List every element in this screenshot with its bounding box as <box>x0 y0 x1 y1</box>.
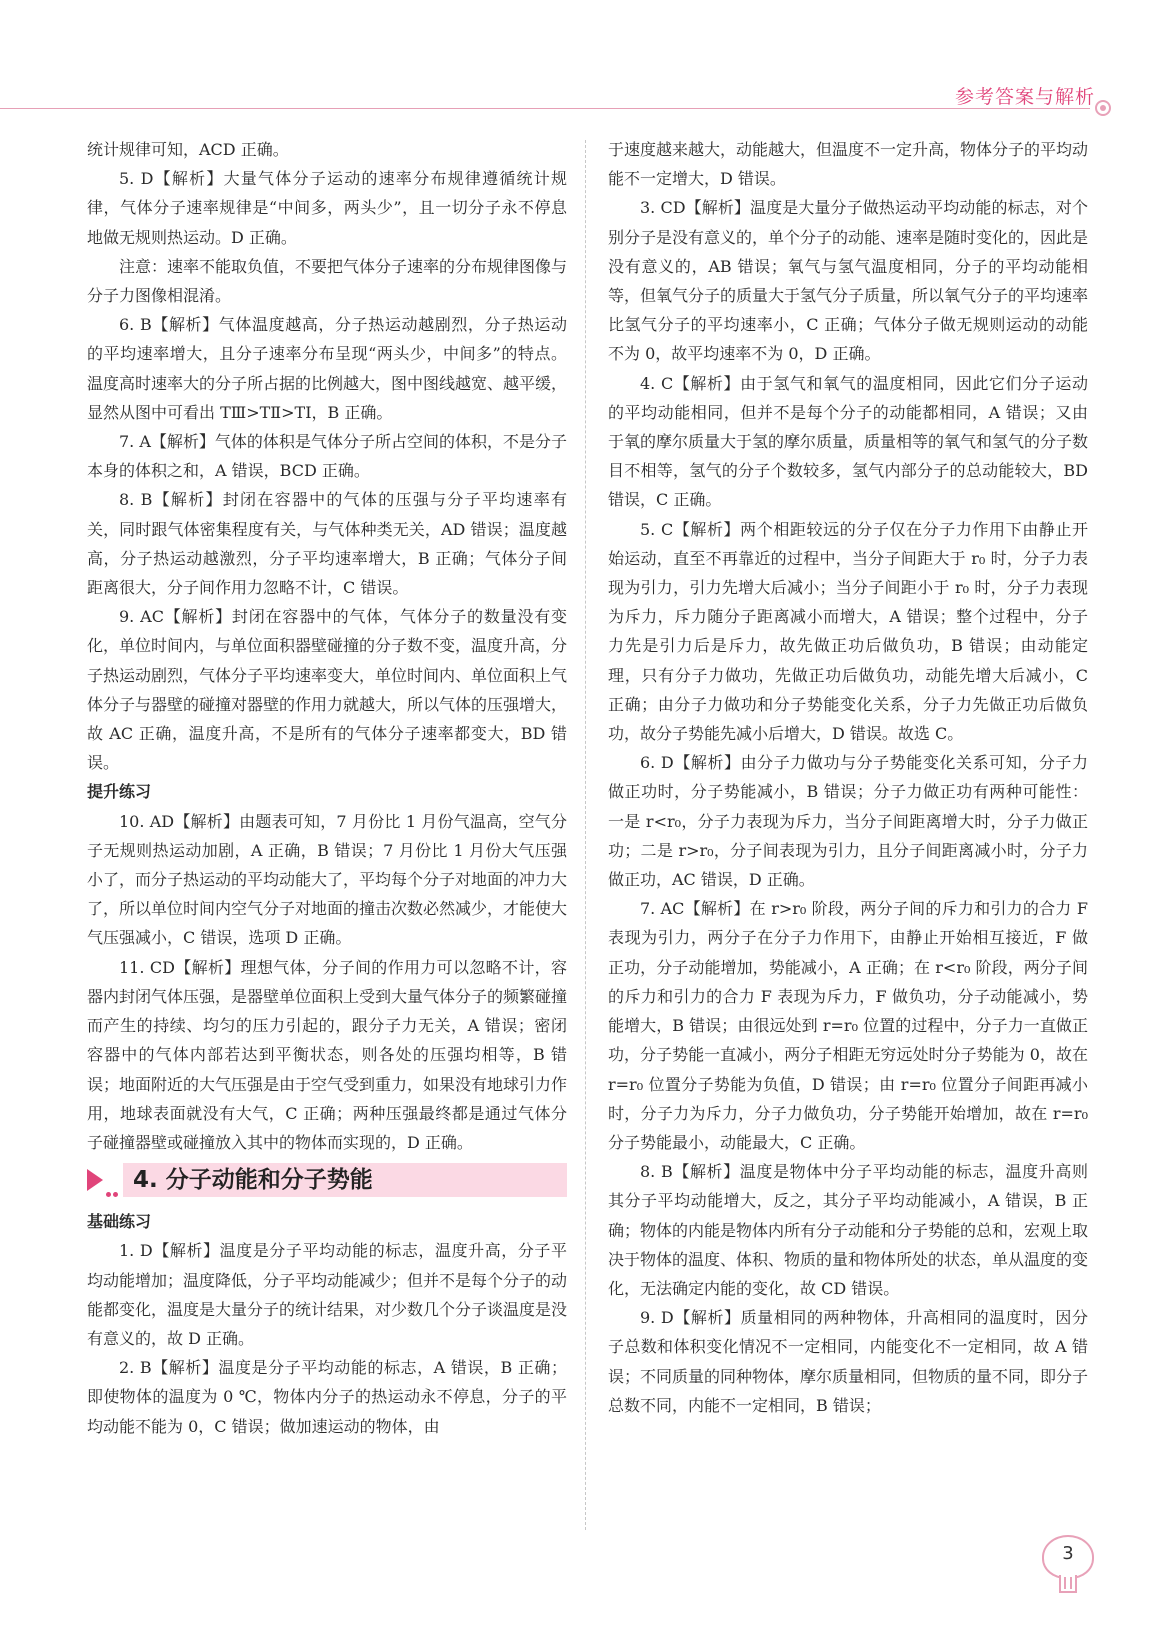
answer-9b: 9. D【解析】质量相同的两种物体，升高相同的温度时，因分子总数和体积变化情况不一定相同，内能变化不一定相同，故 A 错误；不同质量的同种物体，摩尔质量相同，但物质的量不同，即分子总数不同，内能不一定相同，B 错误； <box>608 1308 1089 1415</box>
subheading-advanced: 提升练习 <box>87 782 152 802</box>
subheading-basic: 基础练习 <box>87 1212 152 1232</box>
section-heading <box>87 1163 567 1197</box>
answer-11: 11. CD【解析】理想气体，分子间的作用力可以忽略不计，容器内封闭气体压强，是器壁单位面积上受到大量气体分子的频繁碰撞而产生的持续、均匀的压力引起的，跟分子力无关，A 错误；密闭容器中的气体内部若达到平衡状态，则各处的压强均相等，B 错误；地面附近的大气压强是由于空气受到重力，如果没有地球引力作用，地球表面就没有大气，C 正确；两种压强最终都是通过气体分子碰撞器壁或碰撞放入其中的物体而实现的，D 正确。 <box>87 957 568 1152</box>
dots-icon <box>106 1177 120 1184</box>
answer-4: 4. C【解析】由于氢气和氧气的温度相同，因此它们分子运动的平均动能相同，但并不是每个分子的动能都相同，A 错误；又由于氧的摩尔质量大于氢的摩尔质量，质量相等的氧气和氢气的分子数目不相等，氢气的分子个数较多，氢气内部分子的总动能较大，BD 错误，C 正确。 <box>608 373 1089 510</box>
page-header <box>0 0 1167 120</box>
answer-3: 3. CD【解析】温度是大量分子做热运动平均动能的标志，对个别分子是没有意义的，单个分子的动能、速率是随时变化的，因此是没有意义的，AB 错误；氧气与氢气温度相同，分子的平均动能相等，但氧气分子的质量大于氢气分子质量，所以氧气分子的平均速率比氢气分子的平均速率小，C 正确；气体分子做无规则运动的动能不为 0，故平均速率不为 0，D 正确。 <box>608 198 1089 364</box>
right-column <box>608 135 1088 1420</box>
answer-5b: 5. C【解析】两个相距较远的分子仅在分子力作用下由静止开始运动，直至不再靠近的过程中，当分子间距大于 r₀ 时，分子力表现为引力，引力先增大后减小；当分子间距小于 r₀ 时，分子力表现为斥力，斥力随分子距离减小而增大，A 错误；整个过程中，分子力先是引力后是斥力，故先做正功后做负功，B 错误；由动能定理，只有分子力做功，先做正功后做负功，动能先增大后减小，C 正确；由分子力做功和分子势能变化关系，分子力先做正功后做负功，故分子势能先减小后增大，D 错误。故选 C。 <box>608 519 1088 744</box>
answer-9: 9. AC【解析】封闭在容器中的气体，气体分子的数量没有变化，单位时间内，与单位面积器壁碰撞的分子数不变，温度升高，分子热运动剧烈，气体分子平均速率变大，单位时间内、单位面积上气体分子与器壁的碰撞对器壁的作用力就越大，所以气体的压强增大，故 AC 正确，温度升高，不是所有的气体分子速率都变大，BD 错误。 <box>87 607 568 773</box>
page-badge-foot <box>1059 1575 1077 1593</box>
paragraph: 于速度越来越大，动能越大，但温度不一定升高，物体分子的平均动能不一定增大，D 错误。 <box>608 140 1089 189</box>
section-title: 4. 分子动能和分子势能 <box>133 1167 373 1194</box>
answer-7: 7. A【解析】气体的体积是气体分子所占空间的体积，不是分子本身的体积之和，A 错误，BCD 正确。 <box>87 432 567 481</box>
header-circle-ornament <box>1095 100 1111 116</box>
column-divider <box>585 140 586 1530</box>
left-column <box>87 135 567 1441</box>
answer-5: 5. D【解析】大量气体分子运动的速率分布规律遵循统计规律，气体分子速率规律是“中间多，两头少”，且一切分子永不停息地做无规则热运动。D 正确。 <box>87 169 567 247</box>
answer-6: 6. B【解析】气体温度越高，分子热运动越剧烈，分子热运动的平均速率增大，且分子速率分布呈现“两头少，中间多”的特点。温度高时速率大的分子所占据的比例越大，图中图线越宽、越平缓，显然从图中可看出 TⅢ>TⅡ>TⅠ，B 正确。 <box>87 315 568 422</box>
answer-10: 10. AD【解析】由题表可知，7 月份比 1 月份气温高，空气分子无规则热运动加剧，A 正确，B 错误；7 月份比 1 月份大气压强小了，而分子热运动的平均动能大了，平均每个分子对地面的冲力大了，所以单位时间内空气分子对地面的撞击次数必然减少，才能使大气压强减小，C 错误，选项 D 正确。 <box>87 811 568 948</box>
page-number: 3 <box>1062 1543 1074 1564</box>
answer-1: 1. D【解析】温度是分子平均动能的标志，温度升高，分子平均动能增加；温度降低，分子平均动能减少；但并不是每个分子的动能都变化，温度是大量分子的统计结果，对少数几个分子谈温度是没有意义的，故 D 正确。 <box>87 1241 568 1348</box>
arrow-icon <box>87 1169 103 1191</box>
note-paragraph: 注意：速率不能取负值，不要把气体分子速率的分布规律图像与分子力图像相混淆。 <box>87 256 568 306</box>
answer-7b: 7. AC【解析】在 r>r₀ 阶段，两分子间的斥力和引力的合力 F 表现为引力，两分子在分子力作用下，由静止开始相互接近，F 做正功，分子动能增加，势能减小，A 正确；在 r<r₀ 阶段，两分子间的斥力和引力的合力 F 表现为斥力，F 做负功，分子动能减小，势能增大，B 错误；由很远处到 r=r₀ 位置的过程中，分子力一直做正功，分子势能一直减小，两分子相距无穷远处时分子势能为 0，故在 r=r₀ 位置分子势能为负值，D 错误；由 r=r₀ 位置分子间距再减小时，分子力为斥力，分子力做负功，分子势能开始增加，故在 r=r₀ 分子势能最小，动能最大，C 正确。 <box>608 899 1088 1152</box>
header-rule <box>0 108 1090 109</box>
page-number-badge <box>1042 1535 1098 1593</box>
answer-8b: 8. B【解析】温度是物体中分子平均动能的标志，温度升高则其分子平均动能增大，反之，其分子平均动能减小，A 错误，B 正确；物体的内能是物体内所有分子动能和分子势能的总和，宏观上取决于物体的温度、体积、物质的量和物体所处的状态，单从温度的变化，无法确定内能的变化，故 CD 错误。 <box>608 1162 1089 1298</box>
answer-8: 8. B【解析】封闭在容器中的气体的压强与分子平均速率有关，同时跟气体密集程度有关，与气体种类无关，AD 错误；温度越高，分子热运动越激烈，分子平均速率增大，B 正确；气体分子间距离很大，分子间作用力忽略不计，C 错误。 <box>87 490 567 598</box>
answer-6b: 6. D【解析】由分子力做功与分子势能变化关系可知，分子力做正功时，分子势能减小，B 错误；分子力做正功有两种可能性：一是 r<r₀，分子力表现为斥力，当分子间距离增大时，分子力做正功；二是 r>r₀，分子间表现为引力，且分子间距离减小时，分子力做正功，AC 错误，D 正确。 <box>608 753 1088 890</box>
header-title: 参考答案与解析 <box>954 86 1095 108</box>
paragraph: 统计规律可知，ACD 正确。 <box>87 140 289 159</box>
answer-2: 2. B【解析】温度是分子平均动能的标志，A 错误，B 正确；即使物体的温度为 0 ℃，物体内分子的热运动永不停息，分子的平均动能不能为 0，C 错误；做加速运动的物体，由 <box>87 1358 567 1436</box>
